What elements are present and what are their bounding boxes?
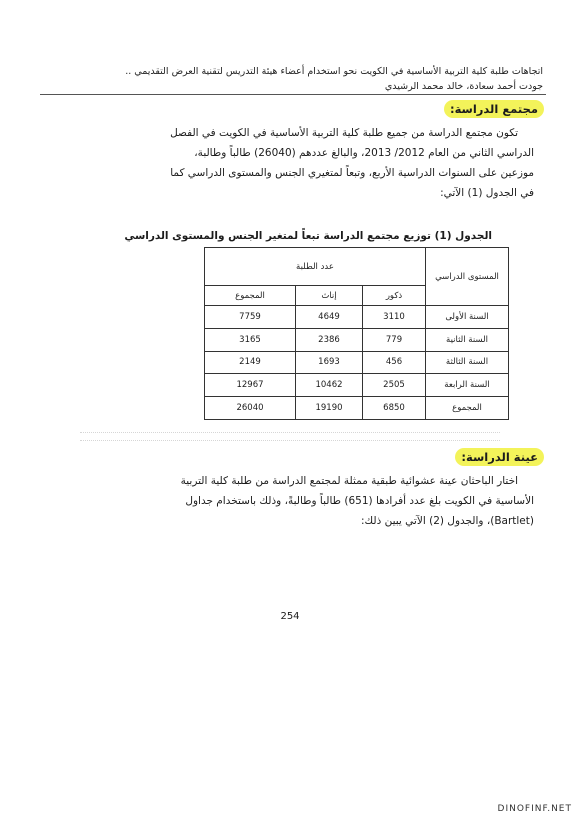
running-header-title: اتجاهات طلبة كلية التربية الأساسية في الكويت نحو استخدام أعضاء هيئة التدريس لتقنية العرض التقديمي .. [125, 66, 543, 77]
cell-male: 779 [363, 328, 426, 351]
sample-paragraph [86, 471, 534, 531]
running-header-authors: جودت أحمد سعادة، خالد محمد الرشيدي [384, 81, 543, 92]
cell-female: 1693 [296, 351, 363, 374]
cell-male: 456 [363, 351, 426, 374]
cell-total: 2149 [205, 351, 296, 374]
paragraph-line: الأساسية في الكويت بلغ عدد أفرادها (651) طالباً وطالبةً، وذلك باستخدام جداول [185, 495, 534, 507]
header-total: المجموع [205, 286, 296, 306]
cell-level: السنة الأولى [426, 306, 509, 329]
paragraph-line: في الجدول (1) الآتي: [440, 187, 534, 199]
cell-female: 10462 [296, 374, 363, 397]
cell-female: 2386 [296, 328, 363, 351]
population-table [204, 247, 509, 420]
table-row [205, 306, 509, 329]
population-paragraph [86, 123, 534, 203]
page-number: 254 [280, 611, 300, 622]
table-row [205, 328, 509, 351]
cell-level: السنة الثانية [426, 328, 509, 351]
header-female: إناث [296, 286, 363, 306]
cell-total: 3165 [205, 328, 296, 351]
header-male: ذكور [363, 286, 426, 306]
cell-male: 6850 [363, 397, 426, 420]
cell-total: 12967 [205, 374, 296, 397]
cell-male: 2505 [363, 374, 426, 397]
table-row [205, 351, 509, 374]
paragraph-line: اختار الباحثان عينة عشوائية طبقية ممثلة لمجتمع الدراسة من طلبة كلية التربية [180, 475, 518, 487]
paragraph-line: تكون مجتمع الدراسة من جميع طلبة كلية التربية الأساسية في الكويت في الفصل [170, 127, 518, 139]
table-total-row [205, 397, 509, 420]
paragraph-line: الدراسي الثاني من العام 2012/ 2013، والبالغ عددهم (26040) طالباً وطالبة، [194, 147, 534, 159]
cell-level: المجموع [426, 397, 509, 420]
cell-level: السنة الرابعة [426, 374, 509, 397]
cell-level: السنة الثالثة [426, 351, 509, 374]
table-caption: الجدول (1) توزيع مجتمع الدراسة تبعاً لمتغير الجنس والمستوى الدراسي [124, 230, 492, 242]
scan-artifact-line [80, 440, 500, 441]
paragraph-line: (Bartlet)، والجدول (2) الآتي يبين ذلك: [360, 515, 534, 527]
header-level: المستوى الدراسي [426, 248, 509, 306]
table-row [205, 374, 509, 397]
section-heading-sample: عينة الدراسة: [455, 448, 544, 466]
scan-artifact-line [80, 432, 500, 433]
cell-female: 19190 [296, 397, 363, 420]
header-student-count: عدد الطلبة [205, 248, 426, 286]
cell-male: 3110 [363, 306, 426, 329]
cell-total: 26040 [205, 397, 296, 420]
cell-total: 7759 [205, 306, 296, 329]
header-rule [40, 94, 546, 95]
watermark-text: DINOFINF.NET [497, 804, 572, 814]
cell-female: 4649 [296, 306, 363, 329]
paragraph-line: موزعين على السنوات الدراسية الأربع، وتبعاً لمتغيري الجنس والمستوى الدراسي كما [170, 167, 534, 179]
section-heading-population: مجتمع الدراسة: [444, 100, 544, 118]
